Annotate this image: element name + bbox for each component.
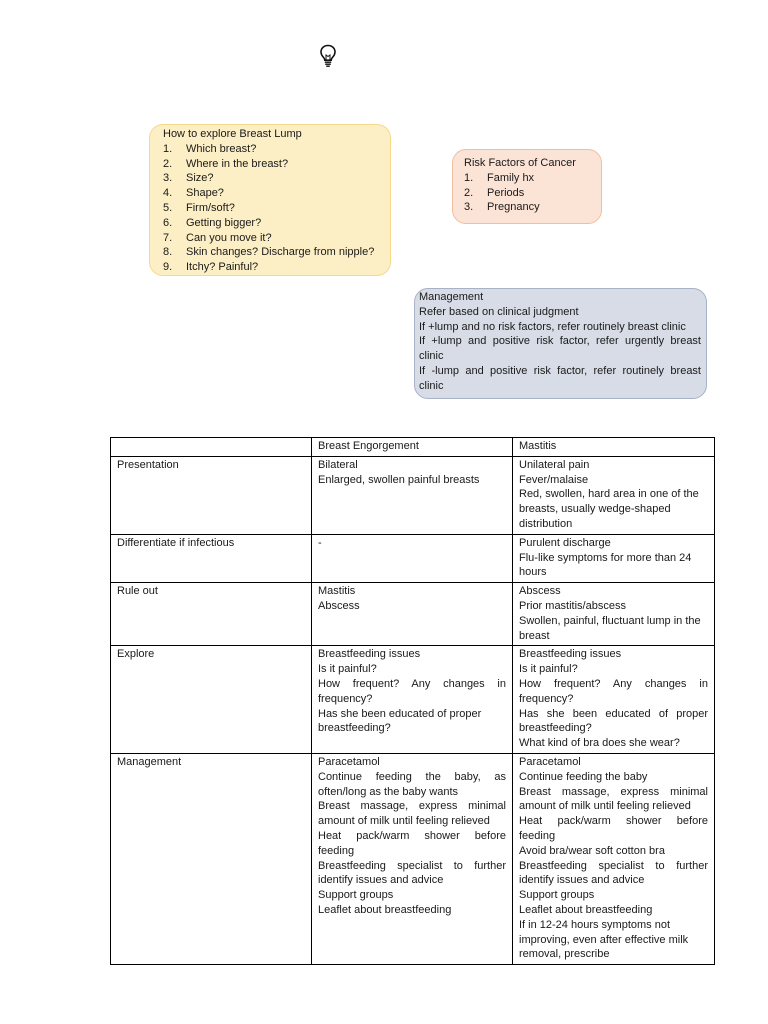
engorgement-cell: [312, 646, 513, 754]
header-cell-engorgement: Breast Engorgement: [312, 438, 513, 457]
cell-line: Bilateral: [318, 458, 358, 471]
cell-line: Has she been educated of proper breastfeeding?: [318, 707, 482, 735]
engorgement-cell: [312, 753, 513, 964]
list-item: 9. Itchy? Painful?: [163, 261, 259, 274]
cell-line: Swollen, painful, fluctuant lump in the breast: [519, 614, 701, 642]
cell-line: Paracetamol: [519, 755, 581, 768]
list-item: 3. Pregnancy: [464, 201, 540, 214]
list-item: 4. Shape?: [163, 187, 224, 200]
cell-line: What kind of bra does she wear?: [519, 737, 680, 750]
cell-line: How frequent? Any changes in frequency?: [318, 677, 506, 705]
cell-line: -: [318, 536, 322, 549]
table-row: [111, 456, 715, 534]
management-title: Management: [419, 291, 484, 303]
list-item: 1. Which breast?: [163, 142, 257, 155]
management-line: If +lump and positive risk factor, refer urgently breast clinic: [419, 335, 701, 363]
engorgement-cell: [312, 534, 513, 582]
breast-lump-list: [163, 142, 390, 275]
header-cell-mastitis: Mastitis: [513, 438, 715, 457]
cell-line: Mastitis: [318, 585, 356, 598]
list-item: 3. Size?: [163, 172, 214, 185]
engorgement-cell: [312, 456, 513, 534]
table-row: [111, 753, 715, 964]
management-line: If +lump and no risk factors, refer routinely breast clinic: [419, 320, 686, 333]
row-label: Explore: [111, 646, 312, 754]
mastitis-cell: [513, 534, 715, 582]
cell-line: Is it painful?: [318, 663, 377, 676]
breast-lump-title: How to explore Breast Lump: [163, 128, 302, 140]
cell-line: If in 12-24 hours symptoms not improving, even after effective milk removal, prescribe: [519, 918, 689, 961]
cell-line: Heat pack/warm shower before feeding: [519, 815, 708, 842]
table-row: [111, 583, 715, 646]
cell-line: Avoid bra/wear soft cotton bra: [519, 844, 665, 857]
list-item: 6. Getting bigger?: [163, 216, 262, 229]
cell-line: Flu-like symptoms for more than 24 hours: [519, 551, 692, 579]
cell-line: Breast massage, express minimal amount of milk until feeling relieved: [519, 785, 708, 813]
mastitis-cell: [513, 753, 715, 964]
cell-line: Heat pack/warm shower before feeding: [318, 829, 506, 857]
management-line: Refer based on clinical judgment: [419, 305, 579, 318]
list-item: 5. Firm/soft?: [163, 201, 235, 214]
row-label: Management: [111, 753, 312, 964]
table-header-row: [111, 438, 715, 457]
cell-line: Breastfeeding specialist to further identify issues and advice: [318, 859, 506, 887]
cell-line: Is it painful?: [519, 663, 578, 676]
cell-line: Breast massage, express minimal amount of milk until feeling relieved: [318, 800, 506, 828]
list-item: 1. Family hx: [464, 171, 535, 184]
risk-factors-title: Risk Factors of Cancer: [464, 157, 576, 169]
mastitis-cell: [513, 456, 715, 534]
cell-line: Has she been educated of proper breastfeeding?: [519, 707, 708, 735]
management-box: [414, 288, 707, 399]
table-row: [111, 534, 715, 582]
row-label: Differentiate if infectious: [111, 534, 312, 582]
cell-line: Leaflet about breastfeeding: [318, 903, 452, 916]
cell-line: Purulent discharge: [519, 536, 611, 549]
risk-factors-box: [452, 149, 602, 224]
cell-line: Support groups: [318, 889, 394, 902]
management-line: If -lump and positive risk factor, refer routinely breast clinic: [419, 364, 701, 392]
list-item: 8. Skin changes? Discharge from nipple?: [163, 246, 375, 259]
cell-line: Paracetamol: [318, 755, 380, 768]
cell-line: Continue feeding the baby, as often/long as the baby wants: [318, 770, 506, 798]
list-item: 2. Where in the breast?: [163, 157, 289, 170]
list-item: 2. Periods: [464, 186, 525, 199]
cell-line: Breastfeeding specialist to further identify issues and advice: [519, 859, 708, 887]
list-item: 7. Can you move it?: [163, 231, 272, 244]
row-label: Presentation: [111, 456, 312, 534]
cell-line: Continue feeding the baby: [519, 770, 648, 783]
cell-line: Breastfeeding issues: [519, 648, 622, 661]
cell-line: How frequent? Any changes in frequency?: [519, 677, 708, 705]
cell-line: Unilateral pain: [519, 458, 590, 471]
table-row: [111, 646, 715, 754]
cell-line: Leaflet about breastfeeding: [519, 903, 653, 916]
cell-line: Enlarged, swollen painful breasts: [318, 473, 480, 486]
mastitis-cell: [513, 583, 715, 646]
cell-line: Prior mastitis/abscess: [519, 599, 626, 612]
risk-factors-list: [464, 171, 601, 215]
row-label: Rule out: [111, 583, 312, 646]
cell-line: Abscess: [519, 585, 561, 598]
engorgement-cell: [312, 583, 513, 646]
comparison-table: [110, 437, 715, 965]
breast-lump-box: [149, 124, 391, 276]
cell-line: Fever/malaise: [519, 473, 589, 486]
cell-line: Abscess: [318, 599, 360, 612]
cell-line: Breastfeeding issues: [318, 648, 421, 661]
mastitis-cell: [513, 646, 715, 754]
header-cell-blank: [111, 438, 312, 457]
cell-line: Support groups: [519, 889, 595, 902]
lightbulb-icon: [318, 44, 338, 68]
cell-line: Red, swollen, hard area in one of the breasts, usually wedge-shaped distribution: [519, 488, 699, 530]
